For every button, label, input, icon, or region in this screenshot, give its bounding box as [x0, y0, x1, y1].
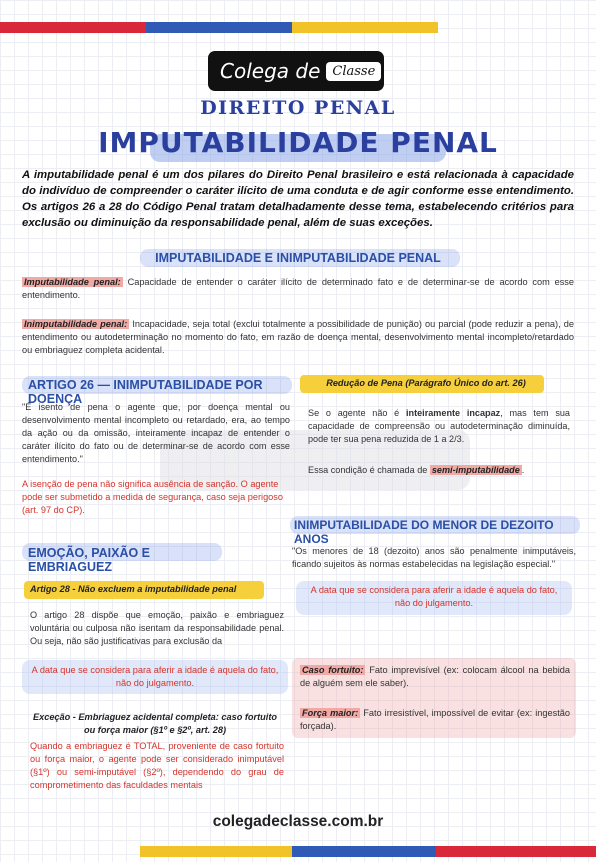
emocao-title: EMOÇÃO, PAIXÃO E EMBRIAGUEZ — [28, 546, 151, 574]
inimputabilidade-definition — [22, 318, 574, 357]
reducao-text-pre: Se o agente não é — [308, 408, 400, 418]
reducao-title: Redução de Pena (Parágrafo Único do art. 26) — [326, 378, 526, 388]
caso-fortuito-text: Fato imprevisível (ex: colocam álcool na bebida de alguém sem ele saber). — [300, 665, 570, 688]
inimputabilidade-text: Incapacidade, seja total (exclui totalmente a possibilidade de punição) ou parcial (pode reduzir a pena), de entendimento ou autodeterminação no momento do fato, em razão de doença mental, desenvolvimento mental incompleto/retardado ou embriaguez completa acidental. — [22, 319, 574, 355]
intro-paragraph: A imputabilidade penal é um dos pilares do Direito Penal brasileiro e está relacionada à capacidade do indivíduo de compreender o caráter ilícito de uma conduta e de agir conforme esse entendimento. Os artigos 26 a 28 do Código Penal tratam detalhadamente desse tema, estabelecendo critérios para exclusão ou diminuição da responsabilidade penal, além de suas exceções. — [22, 169, 574, 229]
forca-maior-text: Fato irresistível, impossível de evitar (ex: ingestão forçada). — [300, 708, 570, 731]
art26-title: ARTIGO 26 — INIMPUTABILIDADE POR DOENÇA — [28, 378, 263, 406]
art28-label: Artigo 28 - Não excluem a imputabilidade penal — [30, 584, 237, 594]
art26-note: A isenção de pena não significa ausência de sanção. O agente pode ser submetido a medida de segurança, caso seja perigoso (art. 97 do CP). — [22, 479, 283, 515]
menor-title: INIMPUTABILIDADE DO MENOR DE DEZOITO ANOS — [294, 518, 554, 546]
bottom-stripe-red — [436, 846, 596, 857]
reducao-text-post: , mas tem sua capacidade de compreensão ou autodeterminação diminuída, pode ter sua pena reduzida de 1 a 2/3. — [308, 408, 570, 444]
footer-site-link[interactable]: colegadeclasse.com.br — [212, 813, 384, 830]
emocao-note: A data que se considera para aferir a idade é aquela do fato, não do julgamento. — [31, 665, 279, 688]
caso-fortuito-term: Caso fortuito: — [302, 665, 364, 675]
section1-title: IMPUTABILIDADE E INIMPUTABILIDADE PENAL — [155, 251, 441, 265]
top-stripe-yellow — [292, 22, 438, 33]
forca-maior-term: Força maior: — [302, 708, 359, 718]
caso-fortuito — [300, 664, 570, 690]
imputabilidade-text: Capacidade de entender o caráter ilícito de determinado fato e de determinar-se de acordo com esse entendimento. — [22, 277, 575, 300]
menor-note: A data que se considera para aferir a idade é aquela do fato, não do julgamento. — [310, 585, 558, 608]
bottom-stripe-blue — [292, 846, 436, 857]
brand-logo — [208, 51, 384, 91]
top-stripe-red — [0, 22, 146, 33]
reducao-cond-pre: Essa condição é chamada de — [308, 465, 428, 475]
menor-quote: "Os menores de 18 (dezoito) anos são penalmente inimputáveis, ficando sujeitos às normas estabelecidas na legislação especial." — [292, 546, 576, 569]
forca-maior — [300, 707, 570, 733]
inimputabilidade-term: Inimputabilidade penal: — [24, 319, 128, 329]
logo-sub-text: Classe — [326, 62, 381, 81]
imputabilidade-definition — [22, 276, 574, 302]
reducao-cond-post: . — [521, 465, 525, 475]
top-stripe-blue — [146, 22, 292, 33]
art26-quote: "É isento de pena o agente que, por doença mental ou desenvolvimento mental incompleto ou retardado, era, ao tempo da ação ou da omissão, inteiramente incapaz de entender o caráter ilícito do fato ou de determinar-se de acordo com esse entendimento." — [22, 402, 290, 464]
semi-imputabilidade-term: semi-imputabilidade — [431, 465, 520, 475]
excecao-title: Exceção - Embriaguez acidental completa: caso fortuito ou força maior (§1º e §2º, art. 28) — [32, 712, 278, 735]
bottom-stripe-yellow — [140, 846, 292, 857]
reducao-text-strong: inteiramente incapaz — [406, 408, 501, 418]
imputabilidade-term: Imputabilidade penal: — [24, 277, 121, 287]
reducao-condition — [308, 464, 570, 477]
page-title: IMPUTABILIDADE PENAL — [98, 126, 498, 159]
reducao-text — [308, 407, 570, 446]
excecao-text: Quando a embriaguez é TOTAL, proveniente de caso fortuito ou força maior, o agente pode ser considerado inimputável (§1º) ou semi-imputável (§2º), dependendo do grau de comprometimento das faculdades mentais — [30, 741, 284, 790]
logo-main-text: Colega de — [220, 59, 321, 83]
art28-text: O artigo 28 dispõe que emoção, paixão e embriaguez voluntária ou culposa não isentam da responsabilidade penal. Ou seja, não são justificativas para exclusão da — [30, 610, 284, 646]
subject-heading: DIREITO PENAL — [200, 97, 396, 119]
